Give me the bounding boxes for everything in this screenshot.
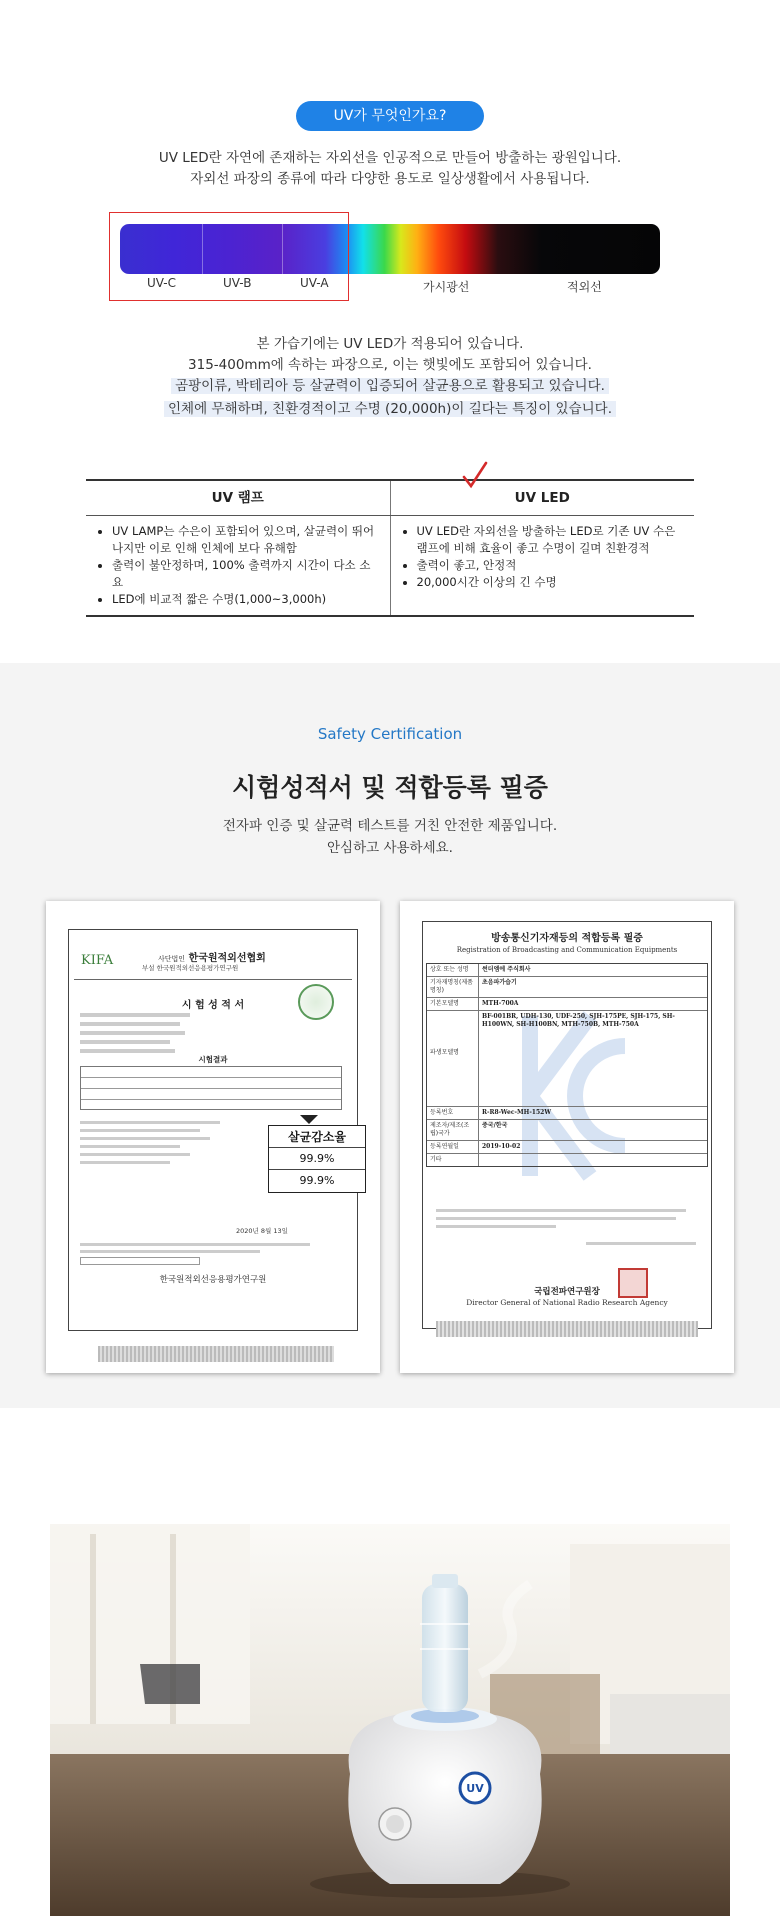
sterilization-rate-header: 살균감소율 bbox=[269, 1126, 365, 1148]
uv-section bbox=[0, 0, 780, 663]
report-title: 시 험 성 적 서 bbox=[181, 1000, 245, 1011]
table-row bbox=[427, 964, 707, 977]
comparison-header bbox=[86, 481, 694, 516]
sterilization-rate-value: 99.9% bbox=[269, 1148, 365, 1170]
result-table bbox=[80, 1066, 342, 1110]
certification-subtitle: Safety Certification bbox=[317, 725, 463, 743]
table-row bbox=[427, 1154, 707, 1166]
report-notes bbox=[80, 1121, 230, 1169]
agency-name: 국립전파연구원장 bbox=[534, 1287, 600, 1297]
table-row bbox=[427, 1141, 707, 1154]
table-row bbox=[427, 998, 707, 1011]
institute-name: 한국원적외선응용평가연구원 bbox=[159, 1275, 267, 1285]
row-value bbox=[479, 1154, 707, 1166]
uv-led-description bbox=[0, 334, 780, 420]
table-row bbox=[427, 1107, 707, 1120]
certification-seal-icon bbox=[298, 984, 334, 1020]
row-key: 제조자/제조(조립)국가 bbox=[427, 1120, 479, 1140]
report-date: 2020년 8월 13일 bbox=[236, 1227, 288, 1235]
row-key: 파생모델명 bbox=[427, 1011, 479, 1106]
sterilization-rate-box bbox=[268, 1125, 366, 1193]
org-subname: 부설 한국원적외선응용평가연구원 bbox=[142, 964, 239, 972]
sterilization-rate-value: 99.9% bbox=[299, 1174, 335, 1187]
list-item: • LED에 비교적 짧은 수명(1,000~3,000h) bbox=[112, 591, 380, 608]
row-value: 썬더엠에 주식회사 bbox=[482, 966, 531, 973]
label-infrared: 적외선 bbox=[567, 280, 602, 294]
desc-line: 전자파 인증 및 살균력 테스트를 거친 안전한 제품입니다. bbox=[222, 818, 558, 834]
table-row bbox=[427, 1011, 707, 1107]
agency-name-en: Director General of National Radio Research Agency bbox=[466, 1298, 668, 1307]
uv-question-badge: UV가 무엇인가요? bbox=[296, 101, 484, 131]
desc-line-highlight: 곰팡이류, 박테리아 등 살균력이 입증되어 살균용으로 활용되고 있습니다. bbox=[171, 378, 609, 394]
list-item: • 출력이 좋고, 안정적 bbox=[417, 557, 685, 574]
row-key: 기본모델명 bbox=[427, 998, 479, 1010]
document-stamp-strip bbox=[436, 1321, 698, 1337]
list-item: • 출력이 불안정하며, 100% 출력까지 시간이 다소 소요 bbox=[112, 557, 380, 591]
report-footnotes bbox=[80, 1243, 320, 1265]
certification-section bbox=[0, 663, 780, 1408]
document-stamp-strip bbox=[98, 1346, 334, 1362]
header-uv-lamp bbox=[86, 481, 391, 515]
intro-line: 자외선 파장의 종류에 따라 다양한 용도로 일상생활에서 사용됩니다. bbox=[190, 171, 590, 187]
org-name-text: 한국원적외선협회 bbox=[188, 953, 266, 964]
registration-title-en: Registration of Broadcasting and Communication Equipments bbox=[456, 946, 678, 954]
desc-line: 315-400mm에 속하는 파장으로, 이는 햇빛에도 포함되어 있습니다. bbox=[188, 357, 592, 373]
uv-led-list bbox=[391, 516, 695, 615]
result-heading: 시험결과 bbox=[198, 1055, 228, 1064]
kifa-logo: KIFA bbox=[81, 953, 114, 968]
org-name bbox=[158, 949, 266, 964]
label-uv-a: UV-A bbox=[300, 276, 329, 290]
uv-intro bbox=[0, 148, 780, 190]
row-value: MTH-700A bbox=[482, 1000, 519, 1007]
list-item: • UV LED란 자외선을 방출하는 LED로 기존 UV 수은램프에 비해 효율이 좋고 수명이 길며 친환경적 bbox=[417, 523, 685, 557]
desc-line: 안심하고 사용하세요. bbox=[327, 840, 453, 856]
comparison-table bbox=[86, 479, 694, 617]
header-uv-lamp-label: UV 램프 bbox=[211, 490, 264, 506]
row-value: R-R8-Wec-MH-152W bbox=[482, 1109, 552, 1116]
list-item: • 20,000시간 이상의 긴 수명 bbox=[417, 574, 685, 591]
header-divider bbox=[74, 979, 352, 980]
row-key: 기타 bbox=[427, 1154, 479, 1166]
list-item: • UV LAMP는 수은이 포함되어 있으며, 살균력이 뛰어나지만 이로 인해 인체에 보다 유해함 bbox=[112, 523, 380, 557]
product-photo-section bbox=[0, 1408, 780, 1932]
product-photo bbox=[50, 1524, 730, 1916]
desc-line: 본 가습기에는 UV LED가 적용되어 있습니다. bbox=[256, 336, 524, 352]
registration-table bbox=[426, 963, 708, 1167]
certification-description bbox=[0, 815, 780, 859]
row-value: 2019-10-02 bbox=[482, 1143, 521, 1150]
table-row bbox=[427, 977, 707, 998]
row-key: 등록번호 bbox=[427, 1107, 479, 1119]
checkmark-icon bbox=[461, 461, 489, 491]
header-uv-led bbox=[391, 481, 695, 515]
org-prefix: 사단법인 bbox=[158, 955, 186, 963]
report-meta bbox=[80, 1013, 200, 1058]
header-uv-led-label: UV LED bbox=[514, 490, 570, 506]
uv-lamp-list bbox=[86, 516, 391, 615]
row-key: 상호 또는 성명 bbox=[427, 964, 479, 976]
row-key: 기자재명칭(제품명칭) bbox=[427, 977, 479, 997]
row-value: 초음파가습기 bbox=[482, 979, 517, 986]
registration-document bbox=[400, 901, 734, 1373]
label-visible-light: 가시광선 bbox=[423, 280, 470, 294]
label-uv-b: UV-B bbox=[223, 276, 252, 290]
row-value: BF-001BR, UDH-130, UDF-250, SJH-175PE, SJH-175, SH-H100WN, SH-H100BN, MTH-750B, MTH-750A bbox=[482, 1013, 675, 1028]
intro-line: UV LED란 자연에 존재하는 자외선을 인공적으로 만들어 방출하는 광원입니다. bbox=[158, 150, 622, 166]
certification-title: 시험성적서 및 적합등록 필증 bbox=[232, 773, 548, 802]
arrow-down-icon bbox=[300, 1115, 318, 1124]
registration-notes bbox=[436, 1209, 698, 1245]
row-key: 등록연월일 bbox=[427, 1141, 479, 1153]
desc-line-highlight: 인체에 무해하며, 친환경적이고 수명 (20,000h)이 길다는 특징이 있습니다. bbox=[164, 401, 616, 417]
table-row bbox=[427, 1120, 707, 1141]
registration-title: 방송통신기자재등의 적합등록 필증 bbox=[491, 933, 643, 944]
uv-badge-icon: UV bbox=[466, 1782, 484, 1795]
humidifier-illustration bbox=[50, 1524, 730, 1916]
row-value: 중국/한국 bbox=[482, 1122, 508, 1129]
comparison-body bbox=[86, 516, 694, 617]
test-report-document bbox=[46, 901, 380, 1373]
label-uv-c: UV-C bbox=[147, 276, 176, 290]
